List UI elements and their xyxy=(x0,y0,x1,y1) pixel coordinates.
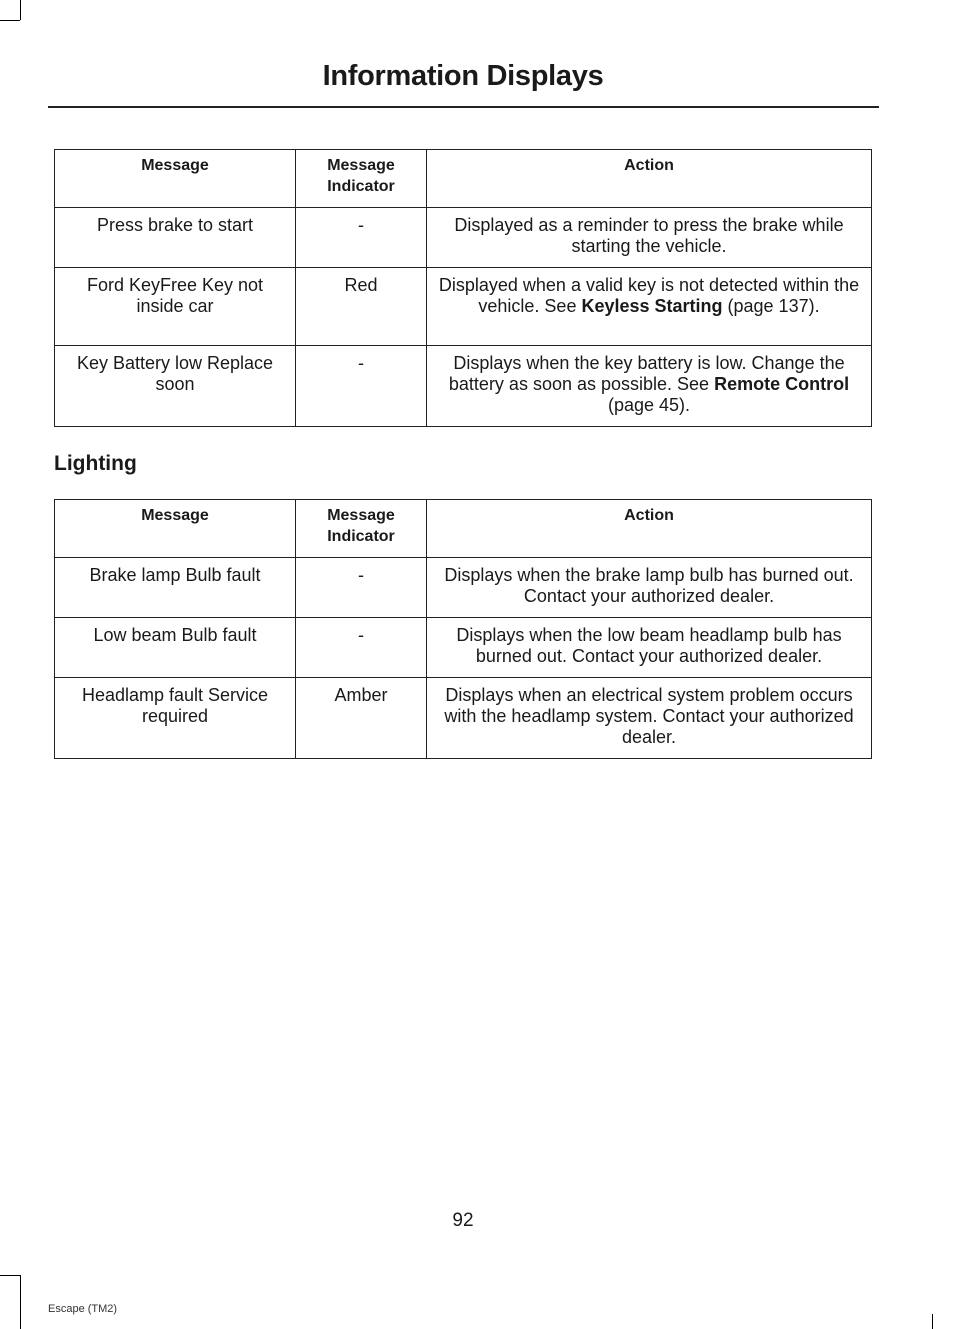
table-row xyxy=(55,618,872,678)
cross-reference-link[interactable]: Remote Control xyxy=(714,374,850,394)
header-message-indicator: Message Indicator xyxy=(296,500,427,558)
crop-mark-top-left-h xyxy=(0,20,20,21)
crop-mark-top-left-v xyxy=(20,0,21,20)
header-action: Action xyxy=(427,500,872,558)
indicator-cell: Amber xyxy=(296,678,427,759)
action-cell: Displays when the low beam headlamp bulb has burned out. Contact your authorized dealer. xyxy=(427,618,872,678)
indicator-cell: - xyxy=(296,618,427,678)
action-cell: Displays when an electrical system problem occurs with the headlamp system. Contact your authorized dealer. xyxy=(427,678,872,759)
table-row xyxy=(55,346,872,427)
message-cell: Headlamp fault Service required xyxy=(55,678,296,759)
title-divider xyxy=(48,106,879,108)
footer-model: Escape (TM2) xyxy=(48,1303,118,1315)
message-cell: Low beam Bulb fault xyxy=(55,618,296,678)
table-row xyxy=(55,208,872,268)
indicator-cell: Red xyxy=(296,268,427,346)
message-cell: Brake lamp Bulb fault xyxy=(55,558,296,618)
message-cell: Key Battery low Replace soon xyxy=(55,346,296,427)
crop-mark-bottom-right-v xyxy=(932,1314,933,1329)
table-header-row xyxy=(55,500,872,558)
messages-table xyxy=(54,149,872,427)
indicator-cell: - xyxy=(296,346,427,427)
table-row xyxy=(55,268,872,346)
section-heading-lighting: Lighting xyxy=(54,452,137,475)
action-cell xyxy=(427,268,872,346)
header-message-indicator: Message Indicator xyxy=(296,150,427,208)
indicator-cell: - xyxy=(296,208,427,268)
lighting-table xyxy=(54,499,872,759)
action-text: Displayed when a valid key is not detected within the vehicle. See xyxy=(438,275,860,316)
table-row xyxy=(55,678,872,759)
indicator-cell: - xyxy=(296,558,427,618)
message-cell: Ford KeyFree Key not inside car xyxy=(55,268,296,346)
page-title: Information Displays xyxy=(322,60,604,92)
action-cell: Displays when the brake lamp bulb has burned out. Contact your authorized dealer. xyxy=(427,558,872,618)
action-cell: Displayed as a reminder to press the brake while starting the vehicle. xyxy=(427,208,872,268)
table-header-row xyxy=(55,150,872,208)
cross-reference-link[interactable]: Keyless Starting xyxy=(581,296,723,316)
header-action: Action xyxy=(427,150,872,208)
page-reference: (page 45). xyxy=(607,395,691,415)
message-cell: Press brake to start xyxy=(55,208,296,268)
header-message: Message xyxy=(55,150,296,208)
table-row xyxy=(55,558,872,618)
crop-mark-bottom-left-v xyxy=(20,1275,21,1329)
page-number: 92 xyxy=(452,1210,474,1231)
action-text: Displays when the key battery is low. Change the battery as soon as possible. See xyxy=(448,353,845,394)
crop-mark-bottom-left-h xyxy=(0,1275,20,1276)
action-cell xyxy=(427,346,872,427)
page-reference: (page 137). xyxy=(722,296,820,316)
header-message: Message xyxy=(55,500,296,558)
